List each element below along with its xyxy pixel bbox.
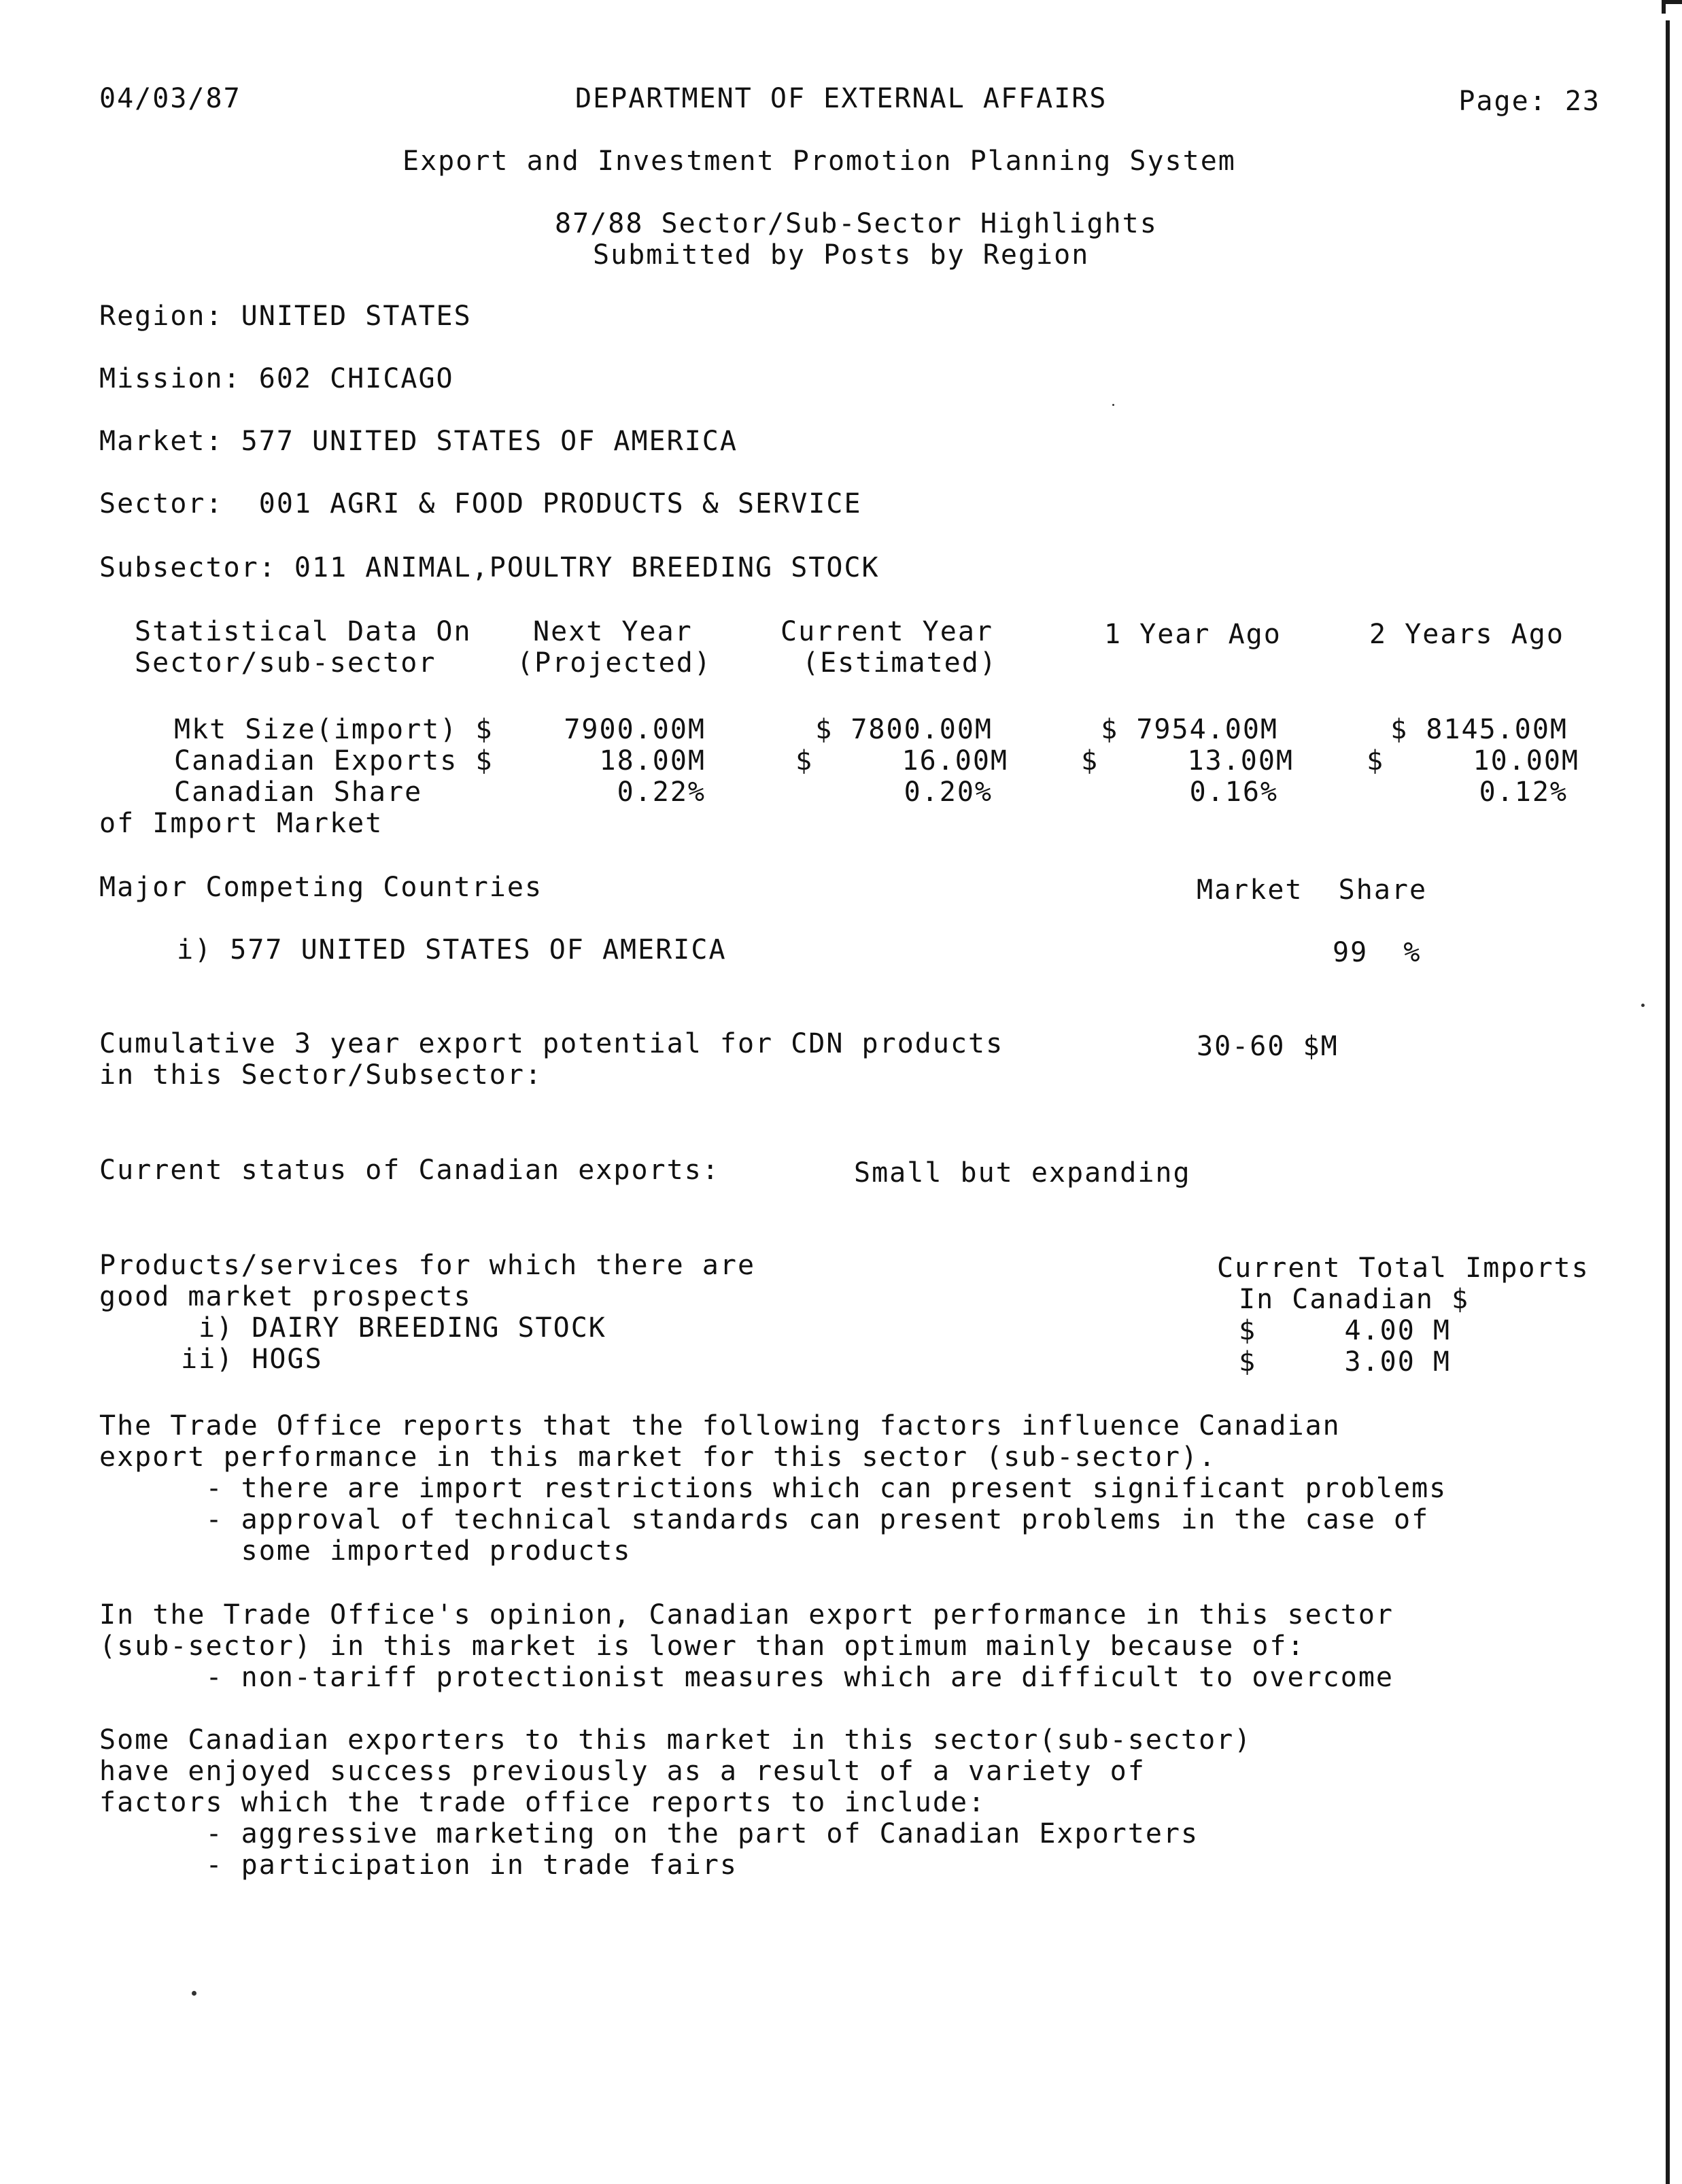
scan-edge-hook [1662,0,1682,14]
submitted-subtitle: Submitted by Posts by Region [593,239,1090,271]
stats-label-line2: Sector/sub-sector [135,647,436,679]
stats-label-line1: Statistical Data On [135,616,472,647]
potential-line1: Cumulative 3 year export potential for CDN products [99,1028,1004,1059]
success-line: have enjoyed success previously as a result of a variety of [99,1756,1146,1787]
competitor-item: i) 577 UNITED STATES OF AMERICA [177,934,727,966]
scan-speck [1112,404,1114,406]
scan-speck [1641,1004,1645,1007]
stats-value: $ 8145.00M [1390,714,1568,745]
mission-field: Mission: 602 CHICAGO [99,363,454,394]
product-currency: $ [1239,1315,1257,1346]
opinion-line: (sub-sector) in this market is lower than optimum mainly because of: [99,1631,1305,1662]
stats-value: 0.22% [617,777,706,808]
factors-line: export performance in this market for this sector (sub-sector). [99,1441,1217,1473]
products-line1: Products/services for which there are [99,1250,756,1281]
col-header-current-year: Current Year [780,616,993,647]
competitor-share: 99 % [1333,937,1422,968]
factors-line: - approval of technical standards can present problems in the case of [99,1504,1430,1535]
status-label: Current status of Canadian exports: [99,1155,720,1186]
factors-line: The Trade Office reports that the following factors influence Canadian [99,1410,1341,1441]
imports-subheading: In Canadian $ [1239,1284,1470,1315]
success-line: Some Canadian exporters to this market in this sector(sub-sector) [99,1724,1252,1756]
stats-value: 0.16% [1189,777,1278,808]
stats-value: 18.00M [599,745,706,777]
factors-line: some imported products [99,1535,632,1567]
potential-line2: in this Sector/Subsector: [99,1059,543,1091]
stats-row-continuation: of Import Market [99,808,383,839]
stats-value: $ 10.00M [1367,745,1579,777]
stats-value: $ 7954.00M [1101,714,1278,745]
stats-value: $ 7800.00M [815,714,993,745]
col-subheader-current-year: (Estimated) [802,647,997,679]
col-subheader-next-year: (Projected) [517,647,712,679]
scan-edge-line [1666,20,1670,2184]
scan-edge-bar [1652,0,1682,2184]
col-header-2-years-ago: 2 Years Ago [1369,619,1564,650]
success-line: - aggressive marketing on the part of Canadian Exporters [99,1818,1199,1849]
region-field: Region: UNITED STATES [99,301,472,332]
col-header-next-year: Next Year [533,616,693,647]
success-line: - participation in trade fairs [99,1849,738,1881]
stats-value: $ 13.00M [1081,745,1294,777]
stats-value: $ 16.00M [795,745,1008,777]
product-import-value: 4.00 M [1344,1315,1451,1346]
stats-row-label: Mkt Size(import) $ [174,714,494,745]
scan-speck [192,1991,196,1996]
factors-line: - there are import restrictions which can present significant problems [99,1473,1447,1504]
system-title: Export and Investment Promotion Planning System [402,146,1236,177]
market-field: Market: 577 UNITED STATES OF AMERICA [99,426,738,457]
imports-heading: Current Total Imports [1217,1252,1590,1284]
col-header-1-year-ago: 1 Year Ago [1104,619,1282,650]
stats-value: 7900.00M [564,714,706,745]
department-title: DEPARTMENT OF EXTERNAL AFFAIRS [575,83,1108,114]
highlights-title: 87/88 Sector/Sub-Sector Highlights [555,208,1158,239]
products-line2: good market prospects [99,1281,472,1312]
sector-field: Sector: 001 AGRI & FOOD PRODUCTS & SERVICE [99,488,862,519]
stats-row-label: Canadian Exports $ [174,745,494,777]
subsector-field: Subsector: 011 ANIMAL,POULTRY BREEDING STOCK [99,552,880,583]
market-share-heading: Market Share [1197,874,1428,906]
stats-value: 0.12% [1479,777,1568,808]
success-line: factors which the trade office reports to include: [99,1787,986,1818]
report-date: 04/03/87 [99,83,241,114]
product-item: i) DAIRY BREEDING STOCK [199,1312,606,1344]
stats-value: 0.20% [904,777,993,808]
page-number: Page: 23 [1458,86,1600,117]
stats-row-label: Canadian Share [174,777,423,808]
status-value: Small but expanding [854,1157,1191,1189]
product-import-value: 3.00 M [1344,1346,1451,1378]
product-item: ii) HOGS [181,1344,323,1375]
competitors-heading: Major Competing Countries [99,872,543,903]
potential-value: 30-60 $M [1197,1031,1339,1062]
opinion-line: In the Trade Office's opinion, Canadian export performance in this sector [99,1599,1394,1631]
product-currency: $ [1239,1346,1257,1378]
opinion-line: - non-tariff protectionist measures which are difficult to overcome [99,1662,1394,1693]
